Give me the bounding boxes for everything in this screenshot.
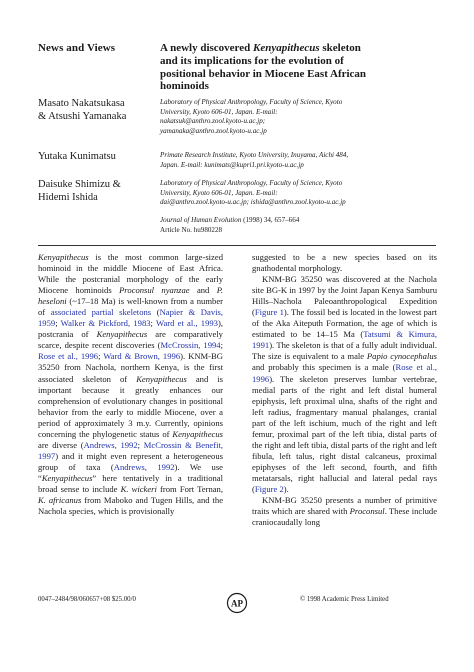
title-line-3: positional behavior in Miocene East African [160, 67, 367, 80]
paragraph: KNM-BG 35250 presents a number of primitive traits which are shared with Proconsul. These include craniocaudally long [252, 495, 438, 528]
footer-copyright: © 1998 Academic Press Limited [300, 596, 389, 603]
title-line-4: hominoids [160, 80, 209, 93]
journal-citation: Journal of Human Evolution (1998) 34, 657–664 Article No. hu980228 [160, 216, 300, 234]
svg-text:AP: AP [231, 598, 243, 609]
title-line-1: A newly discovered Kenyapithecus skeleton [160, 42, 361, 54]
paragraph: KNM-BG 35250 was discovered at the Nachola site BG-K in 1997 by the Joint Japan Kenya Samburu Hills–Nachola Paleoanthropological Expedition (Figure 1). The fossil bed is located in the lowest part of the Aka Aiteputh Formation, the age of which is estimated to be 14–15 Ma (Tatsumi & Kimura, 1991). The skeleton is that of a fully adult individual. The size is equivalent to a male Papio cynocephalus and probably this specimen is a male (Rose et al., 1996). The skeleton preserves lumbar vertebrae, medial parts of the right and left distal humeral epiphysis, left proximal ulna, shafts of the right and left radius, fragmentary manual phalanges, cranial part of the left ischium, much of the right and left femur, proximal part of the left tibia, distal parts of the right and left tibia, distal parts of the right and left fibula, left talus, right distal calcaneus, proximal epiphyses of the left second, fourth, and fifth metatarsals, right hallucial and lateral pedal rays (Figure 2). [252, 274, 437, 494]
citation-link[interactable]: Figure 2 [254, 483, 284, 494]
citation-link[interactable]: Rose et al., 1996 [38, 351, 99, 362]
author-names-3: Daisuke Shimizu & Hidemi Ishida [38, 179, 121, 203]
author-names-2: Yutaka Kunimatsu [38, 151, 116, 162]
footer-issn: 0047–2484/98/060657+08 $25.00/0 [38, 596, 136, 603]
citation-link[interactable]: Tatsumi & Kimura, 1991 [252, 329, 437, 351]
citation-link[interactable]: Ward et al., 1993 [156, 318, 218, 329]
publisher-logo [226, 592, 248, 619]
paragraph: Kenyapithecus is the most common large-sized hominoid in the middle Miocene of East Africa. While the postcranial morphology of the early Miocene hominoids Proconsul nyanzae and P. heseloni (~17–18 Ma) is well-known from a number of associated partial skeletons (Napier & Davis, 1959; Walker & Pickford, 1983; Ward et al., 1993), postcrania of Kenyapithecus are comparatively scarce, despite recent discoveries (McCrossin, 1994; Rose et al., 1996; Ward & Brown, 1996). KNM-BG 35250 from Nachola, northern Kenya, is the first associated skeleton of Kenyapithecus and is important because it greatly enhances our comprehension of evolutionary changes in positional behavior from the early to middle Miocene, over a period of approximately 3 m.y. Currently, opinions concerning the phylogenetic status of Kenyapithecus are diverse (Andrews, 1992; McCrossin & Benefit, 1997) and it might even represent a heterogeneous group of taxa (Andrews, 1992). We use “Kenyapithecus” here tentatively in a traditional broad sense to include K. wickeri from Fort Ternan, K. africanus from Maboko and Tugen Hills, and the Nachola species, which is provisionally [38, 252, 224, 517]
citation-link[interactable]: associated partial skeletons [50, 307, 152, 318]
article-title [160, 42, 460, 93]
citation-link[interactable]: Andrews, 1992 [83, 439, 138, 450]
paragraph: suggested to be a new species based on its gnathodental morphology. [252, 252, 437, 274]
citation-link[interactable]: Walker & Pickford, 1983 [60, 318, 151, 329]
affiliation-1: Laboratory of Physical Anthropology, Faculty of Science, Kyoto University, Kyoto 606-01, Japan. E-mail: nakatsuk@anthro.zool.kyoto-u.ac.jp; yamanaka@anthro.zool.kyoto-u.ac.jp [160, 98, 343, 135]
citation-link[interactable]: Ward & Brown, 1996 [103, 351, 181, 362]
header-divider [38, 245, 436, 246]
affiliation-3: Laboratory of Physical Anthropology, Faculty of Science, Kyoto University, Kyoto 606-01, Japan. E-mail: dai@anthro.zool.kyoto-u.ac.jp; ishida@anthro.zool.kyoto-u.ac.jp [160, 179, 346, 207]
body-column-right [252, 252, 437, 528]
citation-link[interactable]: Napier & Davis, 1959 [38, 307, 223, 329]
citation-link[interactable]: Rose et al., 1996 [252, 362, 437, 384]
title-line-2: and its implications for the evolution of [160, 54, 344, 67]
affiliation-2: Primate Research Institute, Kyoto University, Inuyama, Aichi 484, Japan. E-mail: kunimats@kupri1.pri.kyoto-u.ac.jp [160, 151, 349, 169]
citation-link[interactable]: McCrossin, 1994 [160, 340, 221, 351]
section-label: News and Views [38, 42, 116, 54]
citation-link[interactable]: Andrews, 1992 [113, 461, 175, 472]
citation-link[interactable]: Figure 1 [254, 307, 284, 318]
citation-link[interactable]: McCrossin & Benefit, 1997 [38, 439, 223, 461]
body-column-left [38, 252, 223, 517]
author-names-1: Masato Nakatsukasa & Atsushi Yamanaka [38, 98, 127, 122]
